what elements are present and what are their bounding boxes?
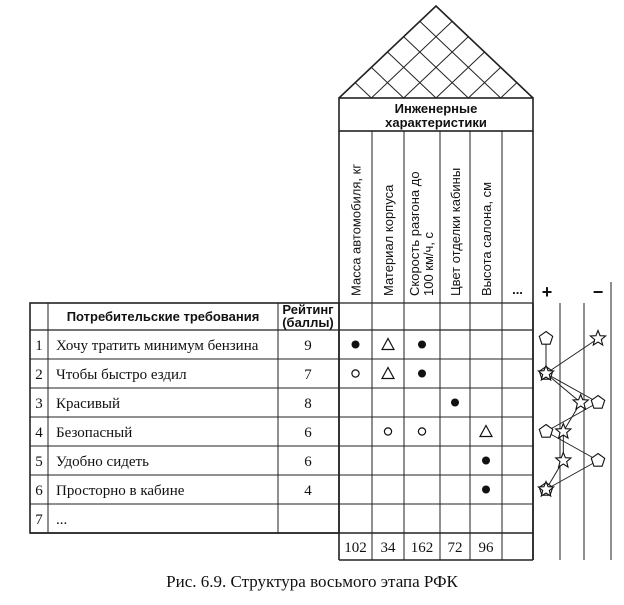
eng-col-label: Высота салона, см <box>479 181 494 296</box>
medium-relation-mark <box>418 428 425 435</box>
req-row-rating: 7 <box>304 367 312 383</box>
req-row-text: Просторно в кабине <box>56 483 185 499</box>
strong-relation-mark <box>352 341 360 349</box>
medium-relation-mark <box>384 428 391 435</box>
weak-relation-mark <box>480 426 492 437</box>
competitor-b-star <box>556 453 571 468</box>
req-row-text: ... <box>56 512 68 528</box>
eng-col-label: Скорость разгона до <box>407 171 422 296</box>
eng-col-ellipsis: ... <box>512 282 523 297</box>
rating-header-line2: (баллы) <box>282 315 334 330</box>
req-row-number: 7 <box>35 512 43 528</box>
req-row-rating: 6 <box>304 454 312 470</box>
req-row-rating: 6 <box>304 425 312 441</box>
strong-relation-mark <box>418 341 426 349</box>
req-row-text: Красивый <box>56 396 121 412</box>
req-row-number: 2 <box>35 367 43 383</box>
req-row-text: Удобно сидеть <box>56 454 149 470</box>
column-total: 102 <box>344 540 367 556</box>
column-total: 34 <box>380 540 396 556</box>
totals-row <box>344 540 494 556</box>
competitor-b-star <box>590 331 605 346</box>
strong-relation-mark <box>418 370 426 378</box>
weak-relation-mark <box>382 368 394 379</box>
req-row-rating: 9 <box>304 338 312 354</box>
eng-col-label: Масса автомобиля, кг <box>348 163 364 296</box>
eng-col-label: Материал корпуса <box>381 184 396 296</box>
req-row-number: 3 <box>35 396 43 412</box>
eng-header-line1: Инженерные <box>394 101 478 116</box>
plus-label: + <box>541 282 553 302</box>
req-header: Потребительские требования <box>66 309 260 324</box>
roof-outline <box>339 6 533 98</box>
req-row-number: 6 <box>35 483 43 499</box>
weak-relation-mark <box>382 339 394 350</box>
pentagon-profile-line <box>546 374 598 403</box>
column-total: 96 <box>478 540 494 556</box>
correlation-roof <box>171 0 624 98</box>
column-total: 162 <box>410 540 434 556</box>
strong-relation-mark <box>482 486 490 494</box>
eng-header-line2: характеристики <box>385 115 487 130</box>
star-profile-line <box>546 339 598 374</box>
medium-relation-mark <box>352 370 359 377</box>
req-row-rating: 4 <box>304 483 312 499</box>
req-row-text: Безопасный <box>56 425 133 441</box>
figure-caption: Рис. 6.9. Структура восьмого этапа РФК <box>166 572 458 591</box>
column-total: 72 <box>447 540 463 556</box>
competitor-a-pentagon <box>539 332 552 345</box>
competitor-b-star <box>573 395 588 410</box>
rating-header-line1: Рейтинг <box>282 302 334 317</box>
req-row-text: Хочу тратить минимум бензина <box>56 338 259 354</box>
competitor-a-pentagon <box>591 396 604 409</box>
strong-relation-mark <box>482 457 490 465</box>
star-profile-line <box>546 374 581 403</box>
matrix-headers <box>67 101 604 330</box>
competitor-a-pentagon <box>591 454 604 467</box>
competitor-assessment <box>538 331 605 497</box>
requirement-rows <box>35 338 312 528</box>
req-row-number: 5 <box>35 454 43 470</box>
roof-lattice <box>171 0 624 98</box>
req-row-rating: 8 <box>304 396 312 412</box>
eng-col-label-line2: 100 км/ч, с <box>421 231 436 296</box>
pentagon-profile-line <box>546 461 598 490</box>
strong-relation-mark <box>451 399 459 407</box>
pentagon-profile-line <box>546 432 598 461</box>
eng-col-label: Цвет отделки кабины <box>448 167 463 296</box>
req-row-text: Чтобы быстро ездил <box>56 367 187 383</box>
competitor-a-pentagon <box>539 425 552 438</box>
req-row-number: 4 <box>35 425 43 441</box>
minus-label: − <box>592 282 604 302</box>
relationship-marks <box>352 339 493 494</box>
req-row-number: 1 <box>35 338 43 354</box>
